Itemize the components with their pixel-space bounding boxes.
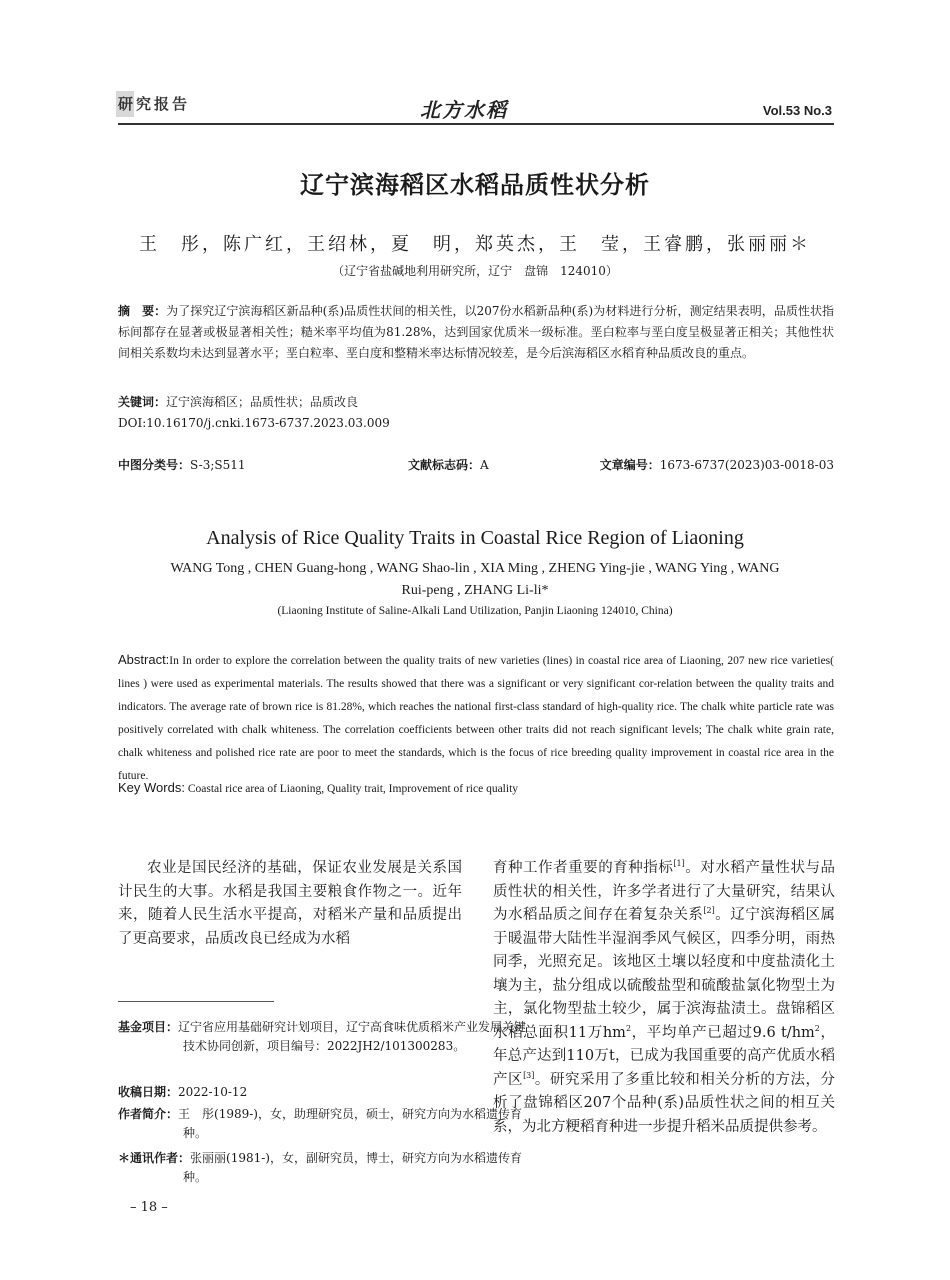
english-keywords-label: Key Words: bbox=[118, 780, 185, 795]
fund-label: 基金项目： bbox=[118, 1020, 179, 1034]
english-abstract-label: Abstract: bbox=[118, 652, 170, 667]
date-label: 收稿日期： bbox=[118, 1085, 179, 1099]
citation-2: [2] bbox=[703, 906, 715, 916]
body-right-column: 育种工作者重要的育种指标[1]。对水稻产量性状与品质性状的相关性，许多学者进行了大量研究，结果认为水稻品质之间存在着复杂关系[2]。辽宁滨海稻区属于暖温带大陆性半湿润季风气候区，四季分明，雨热同季，光照充足。该地区土壤以轻度和中度盐渍化土壤为主，盐分组成以硫酸盐型和硫酸盐氯化物型土为主，氯化物型盐土较少，属于滨海盐渍土。盘锦稻区水稻总面积11万$hm^2$，平均单产已超过9.6 $t/hm^2$，年总产达到110万t，已成为我国重要的高产优质水稻产区[3]。研究采用了多重比较和相关分析的方法，分析了盘锦稻区207个品种(系)品质性状之间的相互关系，为北方粳稻育种进一步提升稻米品质提供参考。 bbox=[493, 859, 836, 1135]
journal-logo: 北方水稻 bbox=[420, 98, 508, 122]
section-label: 研究报告 bbox=[118, 95, 191, 113]
volume-label: Vol.53 No.3 bbox=[762, 103, 832, 118]
corresponding-label: ＊通讯作者： bbox=[118, 1151, 191, 1165]
english-affiliation: (Liaoning Institute of Saline-Alkali Land Utilization, Panjin Liaoning 124010, China) bbox=[277, 605, 673, 617]
english-abstract bbox=[118, 648, 834, 788]
english-abstract-text: In In order to explore the correlation between the quality traits of new varieties (lines) in coastal rice area of Liaoning, 207 new rice varieties( lines ) were used as experimental materials. The results showed that there was a significant or very significant cor-relation between the quality traits and indicators. The average rate of brown rice is 81.28%, which reaches the national first-class standard of high-quality rice. The chalk white particle rate was positively correlated with chalk whiteness. The correlation coefficients between other traits did not reach significant levels; The chalk white grain rate, chalk whiteness and polished rice rate are poor to meet the standards, which is the focus of rice breeding quality improvement in coastal rice area in the future. bbox=[118, 655, 834, 782]
keywords-label: 关键词： bbox=[118, 395, 167, 409]
english-keywords-text: Coastal rice area of Liaoning, Quality trait, Improvement of rice quality bbox=[187, 783, 519, 795]
received-date bbox=[118, 1083, 470, 1102]
corresponding-text: 张丽丽(1981-)，女，副研究员，博士，研究方向为水稻遗传育种。 bbox=[183, 1151, 522, 1184]
doc-value: A bbox=[480, 458, 489, 472]
fund-footnote bbox=[118, 1018, 535, 1056]
corresponding-author bbox=[118, 1149, 535, 1187]
article-number bbox=[600, 456, 834, 473]
article-value: 1673-6737(2023)03-0018-03 bbox=[659, 458, 834, 472]
english-keywords bbox=[118, 780, 518, 795]
english-authors: WANG Tong , CHEN Guang-hong , WANG Shao-lin , XIA Ming , ZHENG Ying-jie , WANG Ying , WANG Rui-peng , ZHANG Li-li* bbox=[170, 561, 780, 598]
clc-label: 中图分类号： bbox=[118, 458, 191, 472]
fund-text: 辽宁省应用基础研究计划项目，辽宁高食味优质稻米产业发展关键技术协同创新，项目编号：2022JH2/101300283。 bbox=[178, 1020, 527, 1053]
affiliation: （辽宁省盐碱地利用研究所，辽宁 盘锦 124010） bbox=[332, 264, 618, 278]
footnote-rule bbox=[118, 1001, 274, 1002]
doc-label: 文献标志码： bbox=[408, 458, 481, 472]
clc-value: S-3;S511 bbox=[190, 458, 246, 472]
article-label: 文章编号： bbox=[599, 458, 660, 472]
doi: DOI:10.16170/j.cnki.1673-6737.2023.03.009 bbox=[118, 416, 390, 430]
author-bio bbox=[118, 1105, 535, 1143]
doc-code bbox=[408, 456, 489, 473]
keywords-text: 辽宁滨海稻区；品质性状；品质改良 bbox=[166, 395, 359, 409]
citation-3: [3] bbox=[523, 1070, 535, 1080]
keywords-cn bbox=[118, 392, 834, 413]
abstract-cn bbox=[118, 301, 834, 364]
author-bio-label: 作者简介： bbox=[118, 1107, 179, 1121]
english-title: Analysis of Rice Quality Traits in Coastal Rice Region of Liaoning bbox=[206, 527, 744, 549]
header-rule bbox=[118, 123, 834, 125]
clc-number bbox=[118, 456, 246, 473]
citation-1: [1] bbox=[673, 859, 685, 869]
author-list: 王 彤，陈广红，王绍林，夏 明，郑英杰，王 莹，王睿鹏，张丽丽＊ bbox=[139, 234, 811, 255]
paper-title: 辽宁滨海稻区水稻品质性状分析 bbox=[300, 171, 650, 199]
page-number: – 18 – bbox=[130, 1200, 168, 1215]
abstract-label: 摘 要： bbox=[118, 304, 167, 318]
body-left-column: 农业是国民经济的基础，保证农业发展是关系国计民生的大事。水稻是我国主要粮食作物之一。近年来，随着人民生活水平提高，对稻米产量和品质提出了更高要求，品质改良已经成为水稻 bbox=[118, 860, 462, 947]
abstract-text: 为了探究辽宁滨海稻区新品种(系)品质性状间的相关性，以207份水稻新品种(系)为材料进行分析，测定结果表明，品质性状指标间都存在显著或极显著相关性；糙米率平均值为81.28%，达到国家优质米一级标准。垩白粒率与垩白度呈极显著正相关；其他性状间相关系数均未达到显著水平；垩白粒率、垩白度和整精米率达标情况较差，是今后滨海稻区水稻育种品质改良的重点。 bbox=[118, 304, 834, 360]
date-text: 2022-10-12 bbox=[178, 1085, 248, 1099]
author-bio-text: 王 彤(1989-)，女，助理研究员，硕士，研究方向为水稻遗传育种。 bbox=[178, 1107, 522, 1140]
